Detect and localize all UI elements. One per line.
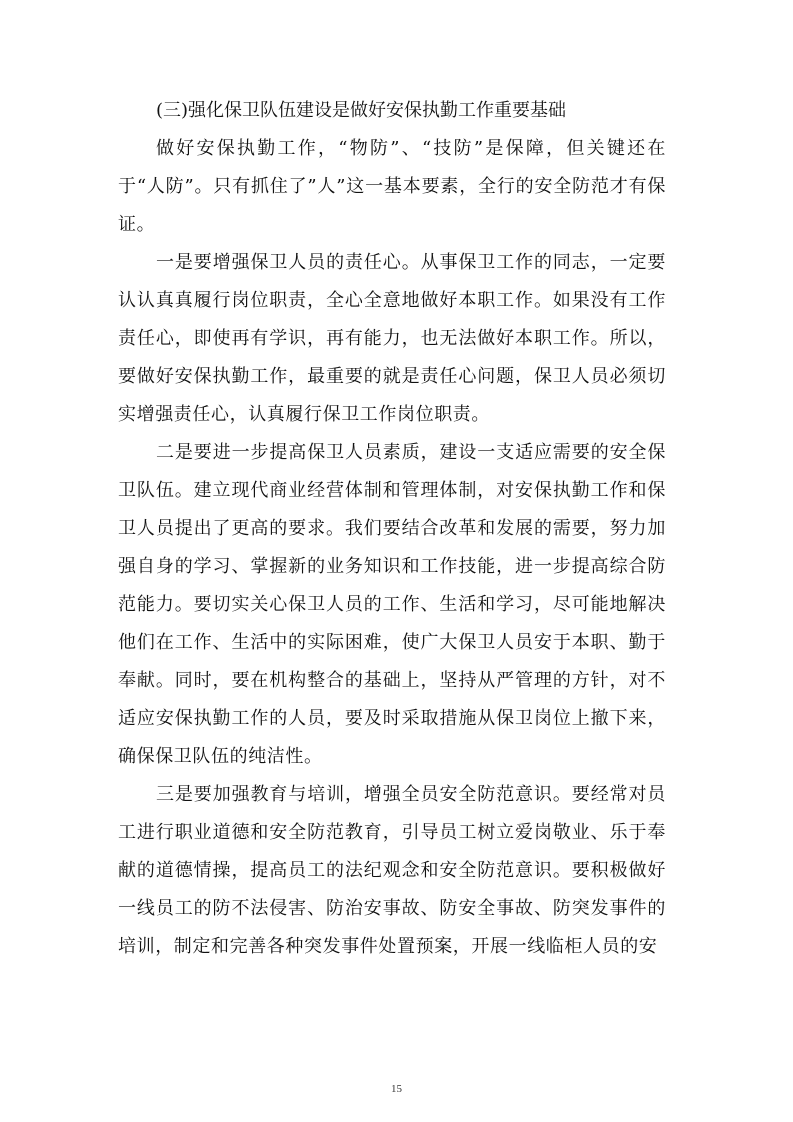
document-body [118, 92, 666, 966]
section-heading: (三)强化保卫队伍建设是做好安保执勤工作重要基础 [156, 100, 567, 121]
paragraph-training: 三是要加强教育与培训，增强全员安全防范意识。要经常对员工进行职业道德和安全防范教育，引导员工树立爱岗敬业、乐于奉献的道德情操，提高员工的法纪观念和安全防范意识。要积极做好一线员工的防不法侵害、防治安事故、防安全事故、防突发事件的培训，制定和完善各种突发事件处置预案，开展一线临柜人员的安 [118, 784, 666, 957]
paragraph-quality: 二是要进一步提高保卫人员素质，建设一支适应需要的安全保卫队伍。建立现代商业经营体制和管理体制，对安保执勤工作和保卫人员提出了更高的要求。我们要结合改革和发展的需要，努力加强自身的学习、掌握新的业务知识和工作技能，进一步提高综合防范能力。要切实关心保卫人员的工作、生活和学习，尽可能地解决他们在工作、生活中的实际困难，使广大保卫人员安于本职、勤于奉献。同时，要在机构整合的基础上，坚持从严管理的方针，对不适应安保执勤工作的人员，要及时采取措施从保卫岗位上撤下来，确保保卫队伍的纯洁性。 [118, 442, 666, 767]
paragraph-responsibility: 一是要增强保卫人员的责任心。从事保卫工作的同志，一定要认认真真履行岗位职责，全心全意地做好本职工作。如果没有工作责任心，即使再有学识，再有能力，也无法做好本职工作。所以，要做好安保执勤工作，最重要的就是责任心问题，保卫人员必须切实增强责任心，认真履行保卫工作岗位职责。 [118, 252, 666, 425]
page-number: 15 [391, 1083, 402, 1095]
paragraph-intro: 做好安保执勤工作，“物防”、“技防”是保障，但关键还在于“人防”。只有抓住了”人”这一基本要素，全行的安全防范才有保证。 [118, 138, 666, 235]
